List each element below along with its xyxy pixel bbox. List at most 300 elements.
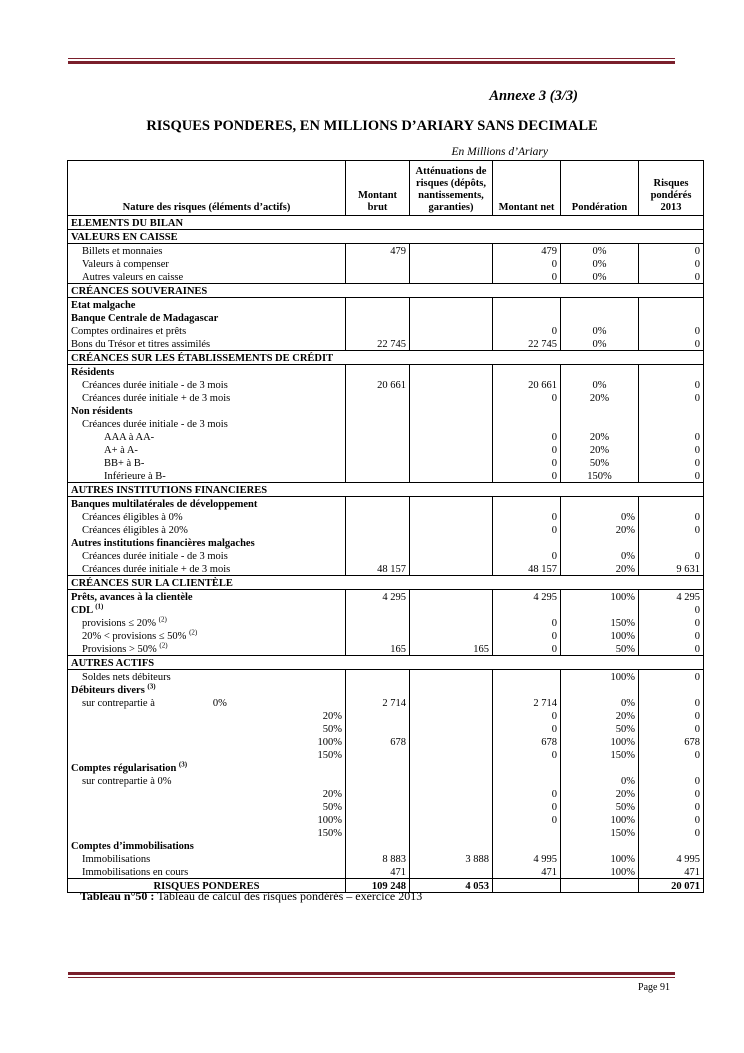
table-row	[68, 483, 704, 497]
section-fill	[639, 351, 704, 365]
row-label	[68, 590, 346, 604]
cell-montant-brut	[346, 549, 410, 562]
cell-ponderation: 0%	[561, 270, 639, 284]
cell-risques-ponderes	[639, 417, 704, 430]
section-fill	[493, 284, 561, 298]
cell-montant-brut	[346, 324, 410, 337]
table-row	[68, 469, 704, 483]
section-fill	[410, 656, 493, 670]
table-row	[68, 787, 704, 800]
table-row	[68, 311, 704, 324]
cell-risques-ponderes: 0	[639, 443, 704, 456]
cell-attenuations	[410, 696, 493, 709]
cell-ponderation: 100%	[561, 865, 639, 879]
cell-montant-brut: 2 714	[346, 696, 410, 709]
table-row	[68, 826, 704, 839]
cell-montant-brut	[346, 787, 410, 800]
cell-attenuations	[410, 510, 493, 523]
table-header-row	[68, 161, 704, 216]
table-row	[68, 536, 704, 549]
total-net	[493, 879, 561, 893]
cell-ponderation	[561, 417, 639, 430]
cell-attenuations: 3 888	[410, 852, 493, 865]
table-row	[68, 257, 704, 270]
total-brut: 109 248	[346, 879, 410, 893]
cell-montant-brut	[346, 510, 410, 523]
cell-montant-brut	[346, 774, 410, 787]
row-label	[68, 629, 346, 642]
cell-montant-brut	[346, 270, 410, 284]
row-label	[68, 311, 346, 324]
row-label-text: 150%	[317, 828, 342, 839]
cell-risques-ponderes: 4 295	[639, 590, 704, 604]
row-label-text: Créances durée initiale - de 3 mois	[82, 419, 228, 430]
section-fill	[639, 216, 704, 230]
row-label-text: sur contrepartie à 0%	[82, 776, 172, 787]
section-heading: AUTRES INSTITUTIONS FINANCIERES	[68, 483, 346, 497]
table-row	[68, 230, 704, 244]
table-row	[68, 670, 704, 684]
section-fill	[493, 576, 561, 590]
row-label	[68, 748, 346, 761]
cell-montant-brut	[346, 683, 410, 696]
table-row	[68, 523, 704, 536]
header-brut: Montant brut	[346, 161, 410, 216]
row-label-text: Comptes régularisation	[71, 763, 177, 774]
cell-attenuations	[410, 270, 493, 284]
cell-montant-net	[493, 683, 561, 696]
cell-attenuations	[410, 417, 493, 430]
caption-text: Tableau de calcul des risques pondérés – exercice 2013	[157, 889, 423, 903]
row-label	[68, 852, 346, 865]
cell-montant-brut	[346, 839, 410, 852]
section-fill	[561, 284, 639, 298]
row-label-text: AAA à AA-	[104, 432, 155, 443]
cell-attenuations	[410, 683, 493, 696]
cell-risques-ponderes: 0	[639, 748, 704, 761]
cell-risques-ponderes: 0	[639, 270, 704, 284]
cell-risques-ponderes: 4 995	[639, 852, 704, 865]
table-row	[68, 709, 704, 722]
table-row	[68, 351, 704, 365]
cell-montant-net	[493, 826, 561, 839]
cell-risques-ponderes	[639, 497, 704, 511]
cell-ponderation: 20%	[561, 787, 639, 800]
cell-montant-net: 0	[493, 324, 561, 337]
cell-risques-ponderes: 0	[639, 800, 704, 813]
cell-montant-net: 0	[493, 549, 561, 562]
cell-risques-ponderes: 9 631	[639, 562, 704, 576]
row-label-text: 50%	[322, 724, 342, 735]
cell-montant-net	[493, 536, 561, 549]
cell-montant-brut: 48 157	[346, 562, 410, 576]
table-row	[68, 549, 704, 562]
cell-attenuations	[410, 839, 493, 852]
cell-montant-brut: 165	[346, 642, 410, 656]
cell-ponderation: 100%	[561, 813, 639, 826]
table-row	[68, 656, 704, 670]
section-heading: AUTRES ACTIFS	[68, 656, 346, 670]
table-row	[68, 735, 704, 748]
cell-attenuations	[410, 748, 493, 761]
row-label-text: 100%	[317, 815, 342, 826]
row-label-text: Banque Centrale de Madagascar	[71, 313, 219, 324]
table-row	[68, 813, 704, 826]
cell-risques-ponderes: 0	[639, 616, 704, 629]
cell-montant-brut	[346, 497, 410, 511]
cell-montant-brut	[346, 298, 410, 312]
cell-ponderation: 150%	[561, 826, 639, 839]
row-label-text: Créances durée initiale + de 3 mois	[82, 564, 231, 575]
row-label	[68, 523, 346, 536]
cell-risques-ponderes	[639, 298, 704, 312]
row-label	[68, 510, 346, 523]
section-fill	[346, 284, 410, 298]
row-label-text: Créances durée initiale - de 3 mois	[82, 380, 228, 391]
cell-ponderation: 0%	[561, 244, 639, 258]
cell-risques-ponderes: 0	[639, 813, 704, 826]
row-label	[68, 787, 346, 800]
cell-ponderation: 50%	[561, 800, 639, 813]
table-row	[68, 510, 704, 523]
cell-montant-net: 48 157	[493, 562, 561, 576]
cell-ponderation: 0%	[561, 696, 639, 709]
table-row	[68, 216, 704, 230]
section-fill	[561, 576, 639, 590]
cell-montant-brut	[346, 430, 410, 443]
row-label-text: Immobilisations en cours	[82, 867, 189, 878]
cell-montant-brut	[346, 365, 410, 379]
section-fill	[410, 230, 493, 244]
cell-montant-brut	[346, 813, 410, 826]
table-body	[68, 216, 704, 893]
cell-ponderation: 50%	[561, 456, 639, 469]
cell-ponderation: 100%	[561, 670, 639, 684]
section-fill	[410, 284, 493, 298]
section-fill	[493, 216, 561, 230]
cell-montant-brut: 22 745	[346, 337, 410, 351]
cell-attenuations	[410, 813, 493, 826]
cell-montant-brut	[346, 443, 410, 456]
row-label-text: Créances durée initiale + de 3 mois	[82, 393, 231, 404]
section-fill	[639, 576, 704, 590]
table-row	[68, 324, 704, 337]
cell-montant-brut	[346, 616, 410, 629]
cell-montant-brut: 471	[346, 865, 410, 879]
table-row	[68, 562, 704, 576]
cell-montant-brut: 4 295	[346, 590, 410, 604]
cell-attenuations	[410, 430, 493, 443]
row-label	[68, 774, 346, 787]
header-net: Montant net	[493, 161, 561, 216]
cell-montant-net	[493, 311, 561, 324]
cell-montant-net	[493, 774, 561, 787]
total-ponderation	[561, 879, 639, 893]
row-label	[68, 813, 346, 826]
cell-montant-net: 0	[493, 391, 561, 404]
row-label-text: Banques multilatérales de développement	[71, 499, 258, 510]
cell-ponderation: 50%	[561, 642, 639, 656]
cell-montant-net: 0	[493, 813, 561, 826]
cell-ponderation: 20%	[561, 562, 639, 576]
cell-ponderation: 150%	[561, 748, 639, 761]
cell-attenuations	[410, 456, 493, 469]
cell-risques-ponderes: 0	[639, 430, 704, 443]
cell-attenuations	[410, 590, 493, 604]
cell-ponderation: 0%	[561, 337, 639, 351]
table-row	[68, 696, 704, 709]
cell-montant-net	[493, 404, 561, 417]
cell-ponderation	[561, 365, 639, 379]
table-row	[68, 365, 704, 379]
row-label-text: Débiteurs divers	[71, 685, 145, 696]
cell-attenuations	[410, 324, 493, 337]
cell-attenuations	[410, 404, 493, 417]
row-label	[68, 365, 346, 379]
cell-attenuations	[410, 670, 493, 684]
cell-ponderation	[561, 497, 639, 511]
section-fill	[410, 576, 493, 590]
row-label-text: 50%	[322, 802, 342, 813]
table-row	[68, 590, 704, 604]
cell-ponderation: 0%	[561, 324, 639, 337]
cell-montant-brut	[346, 456, 410, 469]
cell-ponderation: 20%	[561, 523, 639, 536]
cell-risques-ponderes: 0	[639, 709, 704, 722]
cell-montant-net: 678	[493, 735, 561, 748]
cell-risques-ponderes: 0	[639, 469, 704, 483]
cell-montant-net: 0	[493, 748, 561, 761]
cell-montant-net: 4 295	[493, 590, 561, 604]
row-label	[68, 683, 346, 696]
row-label	[68, 616, 346, 629]
section-heading: CRÉANCES SUR LES ÉTABLISSEMENTS DE CRÉDIT	[68, 351, 346, 365]
cell-risques-ponderes: 0	[639, 670, 704, 684]
total-label: RISQUES PONDERES	[68, 879, 346, 893]
table-row	[68, 748, 704, 761]
cell-montant-net: 0	[493, 616, 561, 629]
cell-montant-net	[493, 417, 561, 430]
cell-montant-brut	[346, 391, 410, 404]
section-fill	[346, 216, 410, 230]
cell-montant-brut: 479	[346, 244, 410, 258]
row-label-text: 20%	[322, 789, 342, 800]
row-label	[68, 497, 346, 511]
row-label-text: sur contrepartie à	[82, 698, 155, 709]
cell-montant-brut	[346, 748, 410, 761]
row-label-text: 150%	[317, 750, 342, 761]
row-label-text: Autres institutions financières malgaches	[71, 538, 255, 549]
cell-ponderation	[561, 761, 639, 774]
table-row	[68, 865, 704, 879]
row-label	[68, 761, 346, 774]
cell-attenuations	[410, 443, 493, 456]
cell-attenuations	[410, 826, 493, 839]
unit-note: En Millions d’Ariary	[451, 146, 548, 158]
cell-risques-ponderes: 0	[639, 549, 704, 562]
section-fill	[493, 483, 561, 497]
cell-montant-net: 0	[493, 270, 561, 284]
cell-montant-net	[493, 761, 561, 774]
cell-attenuations	[410, 469, 493, 483]
cell-attenuations	[410, 365, 493, 379]
row-label-text: Comptes d’immobilisations	[71, 841, 194, 852]
footer-rule-thin	[68, 977, 675, 978]
cell-risques-ponderes: 0	[639, 456, 704, 469]
cell-risques-ponderes	[639, 536, 704, 549]
table-row	[68, 430, 704, 443]
cell-montant-brut	[346, 311, 410, 324]
total-risques: 20 071	[639, 879, 704, 893]
cell-attenuations	[410, 709, 493, 722]
row-label-extra: 0%	[212, 698, 227, 709]
cell-ponderation	[561, 536, 639, 549]
cell-attenuations	[410, 735, 493, 748]
row-label-text: 100%	[317, 737, 342, 748]
header-risques: Risques pondérés 2013	[639, 161, 704, 216]
row-label	[68, 735, 346, 748]
cell-risques-ponderes	[639, 761, 704, 774]
row-label-text: 20% < provisions ≤ 50%	[82, 631, 187, 642]
row-label-text: provisions ≤ 20%	[82, 618, 157, 629]
footnote-ref: (1)	[95, 603, 104, 611]
row-label-text: A+ à A-	[104, 445, 138, 456]
cell-risques-ponderes: 678	[639, 735, 704, 748]
cell-montant-brut	[346, 800, 410, 813]
cell-montant-net	[493, 603, 561, 616]
section-fill	[493, 230, 561, 244]
table-row	[68, 298, 704, 312]
row-label	[68, 865, 346, 879]
cell-montant-net: 0	[493, 443, 561, 456]
header-nature: Nature des risques (éléments d’actifs)	[68, 161, 346, 216]
footnote-ref: (3)	[178, 761, 188, 769]
section-heading: CRÉANCES SOUVERAINES	[68, 284, 346, 298]
header-rule-thin	[68, 58, 675, 59]
cell-ponderation: 0%	[561, 257, 639, 270]
row-label	[68, 456, 346, 469]
table-row	[68, 270, 704, 284]
row-label	[68, 549, 346, 562]
annex-label: Annexe 3 (3/3)	[489, 88, 578, 104]
section-fill	[561, 230, 639, 244]
cell-montant-brut	[346, 709, 410, 722]
row-label	[68, 244, 346, 258]
footnote-ref: (2)	[158, 616, 167, 624]
row-label	[68, 670, 346, 684]
cell-ponderation	[561, 298, 639, 312]
header-rule-thick	[68, 61, 675, 64]
row-label-text: Inférieure à B-	[104, 471, 166, 482]
page-number: Page 91	[638, 982, 670, 993]
table-row	[68, 839, 704, 852]
cell-attenuations: 165	[410, 642, 493, 656]
cell-risques-ponderes: 0	[639, 244, 704, 258]
row-label-text: Créances durée initiale - de 3 mois	[82, 551, 228, 562]
cell-montant-net: 20 661	[493, 378, 561, 391]
section-fill	[493, 351, 561, 365]
footnote-ref: (2)	[189, 629, 198, 637]
cell-risques-ponderes: 0	[639, 523, 704, 536]
cell-montant-net: 0	[493, 709, 561, 722]
row-label	[68, 536, 346, 549]
row-label	[68, 826, 346, 839]
page-title: RISQUES PONDERES, EN MILLIONS D’ARIARY SANS DECIMALE	[146, 118, 598, 134]
row-label-text: Prêts, avances à la clientèle	[71, 592, 193, 603]
section-fill	[410, 216, 493, 230]
footer-rule-thick	[68, 972, 675, 975]
row-label	[68, 270, 346, 284]
cell-ponderation	[561, 683, 639, 696]
cell-ponderation: 0%	[561, 549, 639, 562]
cell-montant-net	[493, 670, 561, 684]
cell-montant-brut	[346, 670, 410, 684]
section-fill	[493, 656, 561, 670]
cell-ponderation: 0%	[561, 378, 639, 391]
cell-ponderation: 150%	[561, 469, 639, 483]
section-fill	[410, 483, 493, 497]
section-fill	[346, 230, 410, 244]
cell-attenuations	[410, 536, 493, 549]
cell-attenuations	[410, 298, 493, 312]
row-label-text: 20%	[322, 711, 342, 722]
cell-ponderation: 100%	[561, 735, 639, 748]
cell-montant-net	[493, 298, 561, 312]
row-label-text: BB+ à B-	[104, 458, 145, 469]
footnote-ref: (2)	[159, 642, 168, 650]
cell-montant-net: 0	[493, 629, 561, 642]
row-label	[68, 722, 346, 735]
cell-risques-ponderes: 0	[639, 257, 704, 270]
cell-montant-net	[493, 365, 561, 379]
cell-risques-ponderes: 0	[639, 642, 704, 656]
row-label-text: Etat malgache	[71, 300, 136, 311]
row-label	[68, 696, 346, 709]
risk-table	[67, 160, 704, 893]
cell-ponderation: 0%	[561, 774, 639, 787]
total-attenuations: 4 053	[410, 879, 493, 893]
cell-montant-net: 0	[493, 642, 561, 656]
table-caption	[80, 889, 422, 904]
cell-attenuations	[410, 722, 493, 735]
table-row	[68, 800, 704, 813]
cell-risques-ponderes: 0	[639, 378, 704, 391]
cell-risques-ponderes: 0	[639, 391, 704, 404]
cell-montant-net: 0	[493, 430, 561, 443]
cell-risques-ponderes: 0	[639, 826, 704, 839]
table-row	[68, 576, 704, 590]
cell-ponderation: 20%	[561, 430, 639, 443]
cell-ponderation: 150%	[561, 616, 639, 629]
table-row	[68, 852, 704, 865]
cell-risques-ponderes: 0	[639, 324, 704, 337]
table-row	[68, 378, 704, 391]
row-label	[68, 391, 346, 404]
row-label-text: Créances éligibles à 20%	[82, 525, 188, 536]
row-label	[68, 257, 346, 270]
cell-risques-ponderes: 0	[639, 337, 704, 351]
cell-montant-net: 0	[493, 456, 561, 469]
cell-montant-net: 479	[493, 244, 561, 258]
cell-montant-net: 471	[493, 865, 561, 879]
cell-montant-net: 2 714	[493, 696, 561, 709]
cell-montant-net: 0	[493, 722, 561, 735]
table-row	[68, 284, 704, 298]
row-label	[68, 430, 346, 443]
table-row	[68, 456, 704, 469]
cell-ponderation: 50%	[561, 722, 639, 735]
cell-montant-net	[493, 839, 561, 852]
